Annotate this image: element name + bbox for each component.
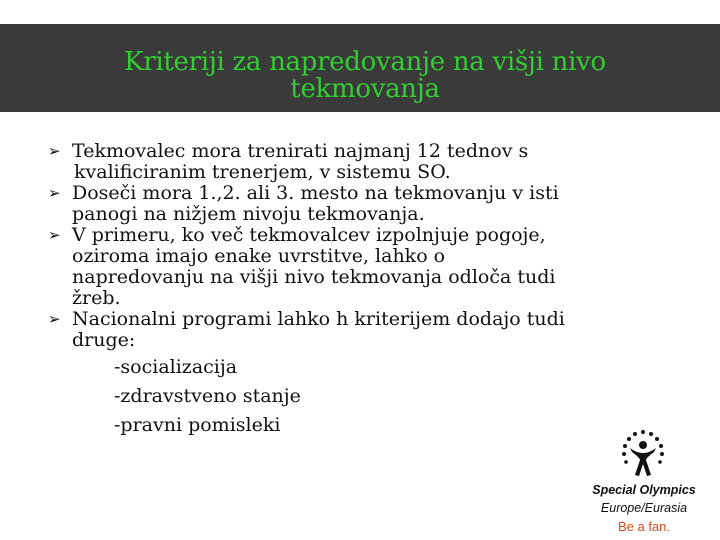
- bullet-item: [48, 141, 668, 183]
- arrow-bullet-icon: ➢: [48, 142, 61, 160]
- bullet-text: [72, 309, 565, 351]
- arrow-bullet-icon: ➢: [48, 184, 61, 202]
- sub-list: [114, 353, 668, 440]
- arrow-bullet-icon: ➢: [48, 226, 61, 244]
- sub-item: -zdravstveno stanje: [114, 385, 301, 407]
- bullet-text: [72, 225, 555, 309]
- sub-item: -pravni pomisleki: [114, 414, 281, 436]
- bullet-item: [48, 225, 668, 309]
- logo-region-text: Europe/Eurasia: [600, 501, 688, 515]
- bullet-line: kvalificiranim trenerjem, v sistemu SO.: [74, 161, 451, 183]
- bullet-line: žreb.: [72, 287, 121, 309]
- bullet-line: Tekmovalec mora trenirati najmanj 12 tednov s: [72, 140, 529, 162]
- bullet-list: [48, 141, 668, 440]
- bullet-line: druge:: [72, 329, 136, 351]
- slide-title-line-1: Kriteriji za napredovanje na višji nivo: [124, 47, 606, 77]
- special-olympics-emblem-icon: [620, 428, 666, 480]
- bullet-line: V primeru, ko več tekmovalcev izpolnjuje pogoje,: [72, 224, 546, 246]
- bullet-line: napredovanju na višji nivo tekmovanja odloča tudi: [72, 266, 556, 288]
- bullet-text: [72, 183, 559, 225]
- sub-item: -socializacija: [114, 356, 238, 378]
- bullet-line: oziroma imajo enake uvrstitve, lahko o: [72, 245, 446, 267]
- logo-tagline-text: Be a fan.: [617, 519, 671, 534]
- bullet-item: [48, 183, 668, 225]
- bullet-line: panogi na nižjem nivoju tekmovanja.: [72, 203, 425, 225]
- bullet-item: [48, 309, 668, 351]
- bullet-line: Nacionalni programi lahko h kriterijem dodajo tudi: [72, 308, 565, 330]
- bullet-text: [72, 141, 528, 183]
- arrow-bullet-icon: ➢: [48, 310, 61, 328]
- logo-brand-text: Special Olympics: [592, 483, 696, 497]
- bullet-line: Doseči mora 1.,2. ali 3. mesto na tekmovanju v isti: [72, 182, 559, 204]
- slide-title-line-2: tekmovanja: [290, 74, 440, 104]
- slide-title: [18, 49, 712, 103]
- special-olympics-logo: [570, 428, 714, 538]
